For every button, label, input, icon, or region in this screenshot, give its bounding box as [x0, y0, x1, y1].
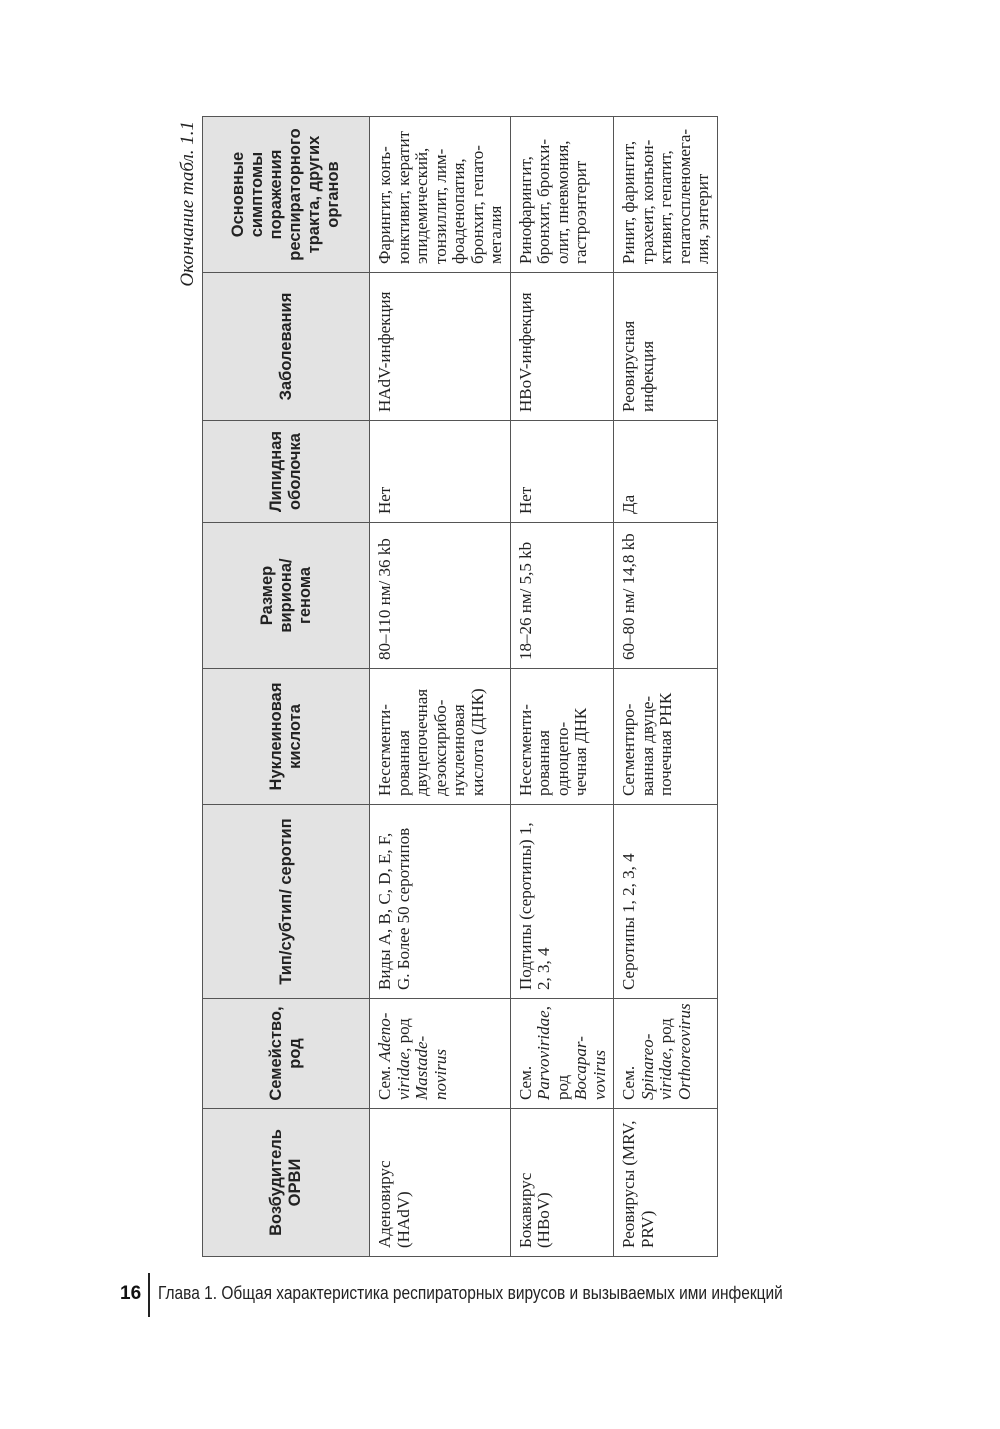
- cell-nucleic: Несегменти-рованная двуцепочечная дезоксирибо-нуклеиновая кислота (ДНК): [370, 669, 511, 805]
- cell-type: Виды A, B, C, D, E, F, G. Более 50 серотипов: [370, 805, 511, 999]
- header-family: Семейство, род: [203, 999, 370, 1109]
- cell-agent: Реовирусы (MRV, PRV): [614, 1109, 718, 1257]
- cell-size: 80–110 нм/ 36 kb: [370, 523, 511, 669]
- table-row: [370, 117, 511, 1257]
- chapter-title: Глава 1. Общая характеристика респираторных вирусов и вызываемых ими инфекций: [158, 1283, 783, 1303]
- page-number: 16: [120, 1283, 142, 1304]
- cell-disease: HAdV-инфекция: [370, 273, 511, 421]
- cell-family: Сем. Spinareo-viridae, род Orthoreovirus: [614, 999, 718, 1109]
- cell-symptoms: Ринофарингит, бронхит, бронхи-олит, пневмония, гастроэнтерит: [510, 117, 614, 273]
- table-header-row: [203, 117, 370, 1257]
- header-size: Размер вириона/ генома: [203, 523, 370, 669]
- header-nucleic: Нуклеиновая кислота: [203, 669, 370, 805]
- cell-lipid: Да: [614, 421, 718, 523]
- header-agent: Возбудитель ОРВИ: [203, 1109, 370, 1257]
- table-row: [510, 117, 614, 1257]
- cell-family: Сем. Adeno-viridae, род Mastade-novirus: [370, 999, 511, 1109]
- cell-nucleic: Несегменти-рованная одноцепо-чечная ДНК: [510, 669, 614, 805]
- table-caption: Окончание табл. 1.1: [177, 121, 198, 287]
- cell-disease: Реовирусная инфекция: [614, 273, 718, 421]
- cell-type: Серотипы 1, 2, 3, 4: [614, 805, 718, 999]
- header-disease: Заболевания: [203, 273, 370, 421]
- cell-family: Сем. Parvoviridae, род Bocapar-vovirus: [510, 999, 614, 1109]
- cell-symptoms: Фарингит, конъ-юнктивит, кератит эпидемический, тонзиллит, лим-фоаденопатия, бронхит, гепато-мегалия: [370, 117, 511, 273]
- cell-nucleic: Сегментиро-ванная двуце-почечная РНК: [614, 669, 718, 805]
- cell-size: 18–26 нм/ 5,5 kb: [510, 523, 614, 669]
- footer-divider: [148, 1273, 150, 1317]
- rotated-table-block: [174, 117, 712, 1257]
- header-type: Тип/субтип/ серотип: [203, 805, 370, 999]
- cell-symptoms: Ринит, фарингит, трахеит, конъюн-ктивит, гепатит, гепатоспленомега-лия, энтерит: [614, 117, 718, 273]
- cell-lipid: Нет: [370, 421, 511, 523]
- table-row: [614, 117, 718, 1257]
- cell-agent: Аденовирус (HAdV): [370, 1109, 511, 1257]
- cell-agent: Бокавирус (HBoV): [510, 1109, 614, 1257]
- virus-table: [202, 116, 718, 1257]
- cell-disease: HBoV-инфекция: [510, 273, 614, 421]
- header-lipid: Липидная оболочка: [203, 421, 370, 523]
- cell-type: Подтипы (серотипы) 1, 2, 3, 4: [510, 805, 614, 999]
- cell-size: 60–80 нм/ 14,8 kb: [614, 523, 718, 669]
- header-symptoms: Основные симптомы поражения респираторного тракта, других органов: [203, 117, 370, 273]
- cell-lipid: Нет: [510, 421, 614, 523]
